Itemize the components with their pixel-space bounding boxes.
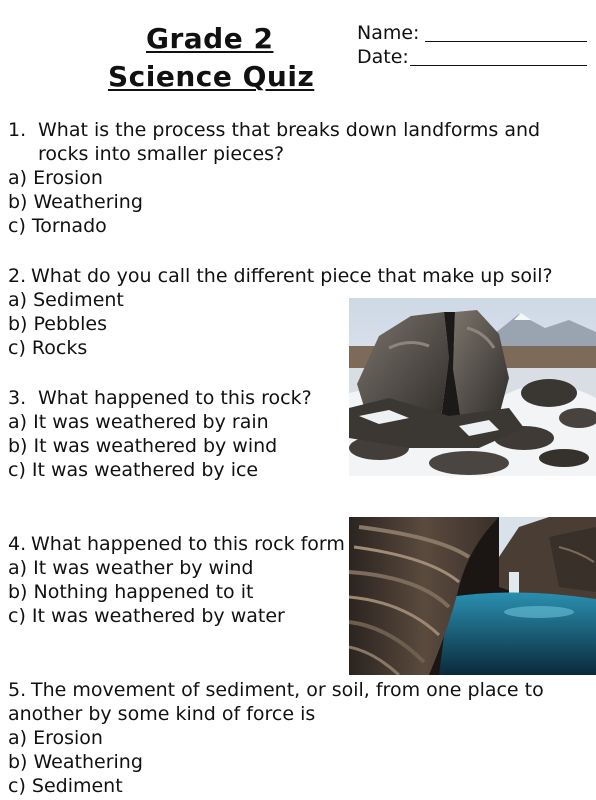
split-rock-photo: [349, 298, 596, 476]
question-1-answer-b: b) Weathering: [8, 191, 143, 213]
question-4-answer-c: c) It was weathered by water: [8, 605, 285, 627]
question-5-answer-c: c) Sediment: [8, 775, 123, 797]
question-1-text-line-2: rocks into smaller pieces?: [38, 143, 285, 165]
question-4-answer-b: b) Nothing happened to it: [8, 581, 254, 603]
question-3-answer-c: c) It was weathered by ice: [8, 459, 259, 481]
question-1-answer-a: a) Erosion: [8, 167, 103, 189]
question-3-number: 3.: [8, 387, 27, 409]
question-3-answer-a: a) It was weathered by rain: [8, 411, 269, 433]
question-5-number: 5.: [8, 679, 27, 701]
question-4-number: 4.: [8, 533, 27, 555]
date-field-line[interactable]: [410, 65, 587, 66]
question-2-text-line-1: What do you call the different piece that make up soil?: [31, 265, 553, 287]
quiz-title-subject: Science Quiz: [108, 60, 315, 93]
question-4-answer-a: a) It was weather by wind: [8, 557, 254, 579]
question-1-answer-c: c) Tornado: [8, 215, 107, 237]
question-2-number: 2.: [8, 265, 27, 287]
question-2-answer-a: a) Sediment: [8, 289, 124, 311]
question-5-text-line-1: The movement of sediment, or soil, from one place to: [31, 679, 544, 701]
question-4-text-line-1: What happened to this rock form: [31, 533, 345, 555]
question-2-answer-c: c) Rocks: [8, 337, 88, 359]
name-label: Name:: [357, 22, 420, 44]
question-2-answer-b: b) Pebbles: [8, 313, 107, 335]
question-5-answer-b: b) Weathering: [8, 751, 143, 773]
quiz-title-grade: Grade 2: [146, 22, 274, 55]
question-1-text-line-1: What is the process that breaks down landforms and: [38, 119, 541, 141]
date-label: Date:: [357, 46, 409, 68]
question-3-text-line-1: What happened to this rock?: [38, 387, 312, 409]
question-5-text-line-2: another by some kind of force is: [8, 703, 316, 725]
water-carved-rock-photo: [349, 517, 596, 675]
question-5-answer-a: a) Erosion: [8, 727, 103, 749]
question-1-number: 1.: [8, 119, 27, 141]
question-3-answer-b: b) It was weathered by wind: [8, 435, 278, 457]
name-field-line[interactable]: [425, 41, 587, 42]
